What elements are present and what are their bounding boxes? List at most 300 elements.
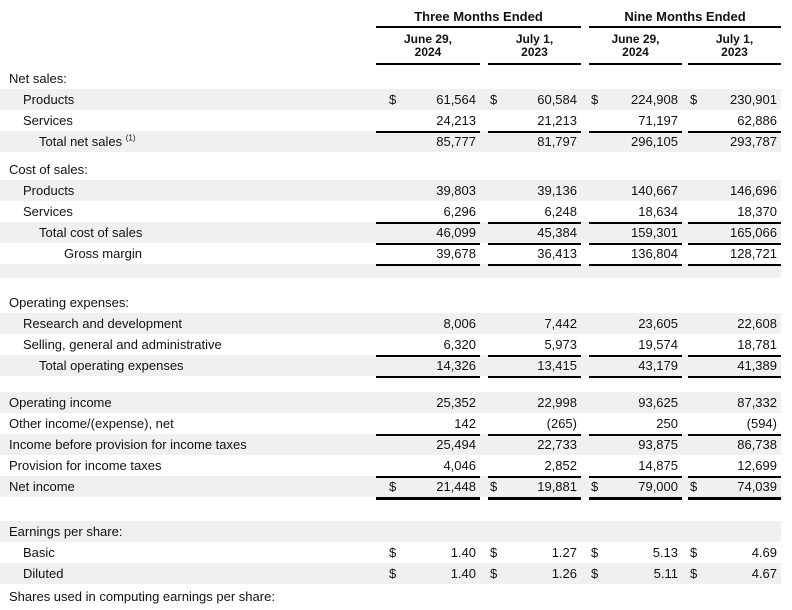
cell-value: 21,213 (537, 113, 577, 128)
column-gap (480, 413, 488, 436)
row-label (0, 68, 376, 89)
cell-value: 224,908 (631, 92, 678, 107)
column-gap (581, 180, 589, 201)
currency-symbol: $ (490, 92, 498, 107)
cell-value: 7,442 (544, 316, 577, 331)
row-label (0, 584, 376, 610)
value-cell (376, 455, 480, 478)
row-label-text: Products (23, 92, 75, 107)
value-cell (376, 563, 480, 584)
cell-value: 140,667 (631, 183, 678, 198)
cell-value: 5.13 (652, 545, 678, 560)
value-cell (376, 222, 480, 245)
cell-value: 39,678 (436, 246, 476, 261)
table-row (0, 584, 781, 604)
table-row (0, 563, 781, 584)
column-gap (581, 392, 589, 413)
cell-value: 61,564 (436, 92, 476, 107)
table-row (0, 89, 781, 110)
value-cell (589, 584, 682, 610)
value-cell (589, 159, 682, 180)
section-row (0, 521, 781, 542)
cell-value: 230,901 (730, 92, 777, 107)
cell-value: 13,415 (537, 358, 577, 373)
column-gap (581, 131, 589, 152)
value-cell (488, 68, 581, 89)
column-gap (480, 222, 488, 245)
value-cell (589, 313, 682, 334)
date-line: July 1, (715, 32, 754, 46)
value-cell (688, 521, 781, 542)
row-label (0, 434, 376, 455)
row-label-text: Selling, general and administrative (23, 337, 222, 352)
column-gap (581, 292, 589, 313)
spacer-row (0, 376, 781, 392)
value-cell (376, 159, 480, 180)
value-cell (589, 392, 682, 413)
cell-value: 23,605 (638, 316, 678, 331)
value-cell (488, 542, 581, 563)
value-cell (488, 201, 581, 224)
column-gap (581, 110, 589, 133)
value-cell (589, 542, 682, 563)
table-row (0, 392, 781, 413)
cell-value: 93,875 (638, 437, 678, 452)
cell-value: 4.67 (751, 566, 777, 581)
row-label-text: Cost of sales: (9, 162, 88, 177)
cell-value: 1.26 (551, 566, 577, 581)
column-gap (581, 584, 589, 610)
cell-value: 19,881 (537, 479, 577, 494)
value-cell (488, 159, 581, 180)
column-gap (581, 8, 589, 28)
value-cell (488, 413, 581, 436)
row-label (0, 455, 376, 478)
column-gap (581, 521, 589, 542)
cell-value: 19,574 (638, 337, 678, 352)
column-gap (480, 68, 488, 89)
row-label (0, 392, 376, 413)
value-cell (488, 313, 581, 334)
cell-value: 45,384 (537, 225, 577, 240)
value-cell (376, 434, 480, 455)
value-cell (688, 201, 781, 224)
cell-value: 1.27 (551, 545, 577, 560)
cell-value: 293,787 (730, 134, 777, 149)
table-row (0, 476, 781, 497)
value-cell (376, 180, 480, 201)
cell-value: 60,584 (537, 92, 577, 107)
currency-symbol: $ (490, 545, 498, 560)
value-cell (488, 355, 581, 378)
value-cell (488, 292, 581, 313)
value-cell (376, 521, 480, 542)
value-cell (688, 413, 781, 436)
cell-value: 81,797 (537, 134, 577, 149)
cell-value: 142 (454, 416, 476, 431)
value-cell (488, 131, 581, 152)
table-row (0, 313, 781, 334)
col-group-nine-months-ended: Nine Months Ended (589, 8, 781, 28)
column-gap (480, 521, 488, 542)
value-cell (376, 355, 480, 378)
row-label-text: Total net sales (39, 134, 123, 149)
column-gap (581, 313, 589, 334)
value-cell (376, 542, 480, 563)
cell-value: 8,006 (443, 316, 476, 331)
value-cell (376, 110, 480, 133)
date-line: July 1, (515, 32, 554, 46)
column-gap (581, 222, 589, 245)
cell-value: 43,179 (638, 358, 678, 373)
table-row (0, 180, 781, 201)
row-label (0, 334, 376, 357)
cell-value: 1.40 (450, 566, 476, 581)
column-gap (581, 434, 589, 455)
row-label-text: Total cost of sales (39, 225, 143, 240)
row-label (0, 201, 376, 224)
currency-symbol: $ (690, 545, 698, 560)
row-label-text: Services (23, 204, 73, 219)
value-cell (589, 434, 682, 455)
currency-symbol: $ (490, 566, 498, 581)
value-cell (688, 455, 781, 478)
row-label (0, 542, 376, 563)
column-gap (480, 243, 488, 266)
value-cell (688, 584, 781, 610)
cell-value: 22,998 (537, 395, 577, 410)
value-cell (488, 110, 581, 133)
currency-symbol: $ (389, 92, 397, 107)
value-cell (376, 89, 480, 110)
table-row (0, 334, 781, 355)
value-cell (688, 110, 781, 133)
column-gap (581, 68, 589, 89)
table-row (0, 542, 781, 563)
value-cell (589, 476, 682, 500)
value-cell (688, 355, 781, 378)
column-gap (581, 563, 589, 584)
column-gap (480, 334, 488, 357)
cell-value: 39,136 (537, 183, 577, 198)
value-cell (688, 292, 781, 313)
value-cell (589, 201, 682, 224)
spacer-row (0, 278, 781, 292)
column-gap (480, 110, 488, 133)
row-label (0, 313, 376, 334)
cell-value: 18,370 (737, 204, 777, 219)
cell-value: 165,066 (730, 225, 777, 240)
currency-symbol: $ (690, 92, 698, 107)
table-row (0, 201, 781, 222)
value-cell (488, 521, 581, 542)
column-gap (480, 131, 488, 152)
column-gap (581, 31, 589, 65)
section-row (0, 68, 781, 89)
column-gap (480, 542, 488, 563)
cell-value: 1.40 (450, 545, 476, 560)
value-cell (376, 476, 480, 500)
column-group-header-row (0, 8, 781, 28)
table-row (0, 131, 781, 152)
row-label (0, 89, 376, 110)
table-row (0, 110, 781, 131)
value-cell (589, 180, 682, 201)
value-cell (589, 110, 682, 133)
value-cell (688, 434, 781, 455)
column-gap (581, 201, 589, 224)
cell-value: 136,804 (631, 246, 678, 261)
value-cell (589, 68, 682, 89)
value-cell (688, 89, 781, 110)
cell-value: (594) (746, 416, 777, 431)
value-cell (488, 89, 581, 110)
row-label-text: Income before provision for income taxes (9, 437, 247, 452)
value-cell (376, 68, 480, 89)
value-cell (688, 334, 781, 357)
value-cell (688, 131, 781, 152)
section-row (0, 292, 781, 313)
column-gap (581, 542, 589, 563)
column-gap (480, 584, 488, 610)
cell-value: 25,352 (436, 395, 476, 410)
currency-symbol: $ (389, 566, 397, 581)
row-label-text: Provision for income taxes (9, 458, 162, 473)
column-gap (480, 434, 488, 455)
row-label-text: Total operating expenses (39, 358, 184, 373)
cell-value: 36,413 (537, 246, 577, 261)
date-line: 2024 (414, 45, 442, 59)
value-cell (376, 201, 480, 224)
value-cell (589, 355, 682, 378)
cell-value: 6,320 (443, 337, 476, 352)
cell-value: 14,875 (638, 458, 678, 473)
column-gap (581, 89, 589, 110)
column-gap (581, 159, 589, 180)
cell-value: 159,301 (631, 225, 678, 240)
value-cell (688, 392, 781, 413)
row-label-text: Research and development (23, 316, 182, 331)
value-cell (376, 392, 480, 413)
value-cell (688, 313, 781, 334)
currency-symbol: $ (591, 479, 599, 494)
column-gap (480, 476, 488, 500)
row-label-text: Shares used in computing earnings per share: (9, 589, 275, 604)
cell-value: 39,803 (436, 183, 476, 198)
cell-value: 93,625 (638, 395, 678, 410)
value-cell (688, 476, 781, 500)
date-line: June 29, (403, 32, 453, 46)
value-cell (589, 243, 682, 266)
cell-value: 24,213 (436, 113, 476, 128)
column-gap (480, 201, 488, 224)
row-label (0, 355, 376, 378)
row-label (0, 413, 376, 436)
column-gap (581, 455, 589, 478)
value-cell (589, 334, 682, 357)
cell-value: 128,721 (730, 246, 777, 261)
column-gap (480, 392, 488, 413)
row-label (0, 110, 376, 133)
value-cell (488, 180, 581, 201)
value-cell (488, 476, 581, 500)
value-cell (376, 413, 480, 436)
spacer-row (0, 497, 781, 521)
column-gap (480, 292, 488, 313)
cell-value: 62,886 (737, 113, 777, 128)
row-label (0, 476, 376, 500)
value-cell (488, 243, 581, 266)
column-gap (480, 563, 488, 584)
row-label (0, 159, 376, 180)
date-line: 2023 (721, 45, 748, 59)
row-label-text: Earnings per share: (9, 524, 123, 539)
cell-value: 86,738 (737, 437, 777, 452)
date-line: June 29, (611, 32, 660, 46)
value-cell (688, 542, 781, 563)
row-label-text: Net income (9, 479, 75, 494)
currency-symbol: $ (389, 479, 397, 494)
row-label-text: Other income/(expense), net (9, 416, 174, 431)
row-label (0, 243, 376, 266)
cell-value: 74,039 (737, 479, 777, 494)
table-row (0, 434, 781, 455)
cell-value: 4,046 (443, 458, 476, 473)
value-cell (376, 292, 480, 313)
column-gap (480, 180, 488, 201)
value-cell (488, 222, 581, 245)
value-cell (488, 392, 581, 413)
cell-value: 22,608 (737, 316, 777, 331)
column-gap (480, 159, 488, 180)
cell-value: 41,389 (737, 358, 777, 373)
cell-value: 18,781 (737, 337, 777, 352)
value-cell (376, 584, 480, 610)
column-gap (480, 31, 488, 65)
currency-symbol: $ (591, 566, 599, 581)
value-cell (688, 159, 781, 180)
cell-value: 5.11 (653, 566, 678, 581)
row-label-text: Services (23, 113, 73, 128)
value-cell (589, 413, 682, 436)
cell-value: 18,634 (638, 204, 678, 219)
currency-symbol: $ (690, 479, 698, 494)
table-body (0, 68, 792, 604)
value-cell (688, 243, 781, 266)
col-header-july-1-2023-ytd (688, 31, 781, 65)
cell-value: 79,000 (638, 479, 678, 494)
row-label-text: Products (23, 183, 75, 198)
column-gap (581, 243, 589, 266)
value-cell (488, 434, 581, 455)
value-cell (589, 563, 682, 584)
row-label-text: Diluted (23, 566, 64, 581)
currency-symbol: $ (389, 545, 397, 560)
cell-value: 85,777 (436, 134, 476, 149)
column-gap (480, 355, 488, 378)
column-gap (581, 334, 589, 357)
value-cell (589, 455, 682, 478)
cell-value: 4.69 (751, 545, 777, 560)
currency-symbol: $ (591, 92, 599, 107)
value-cell (376, 313, 480, 334)
col-header-june-29-2024-q (376, 31, 480, 65)
row-label-text: Net sales: (9, 71, 67, 86)
row-label (0, 131, 376, 152)
row-label (0, 563, 376, 584)
cell-value: (265) (546, 416, 577, 431)
value-cell (589, 131, 682, 152)
col-header-july-1-2023-q (488, 31, 581, 65)
column-gap (480, 89, 488, 110)
cell-value: 296,105 (631, 134, 678, 149)
date-line: 2024 (622, 45, 649, 59)
currency-symbol: $ (591, 545, 599, 560)
cell-value: 6,248 (544, 204, 577, 219)
value-cell (688, 68, 781, 89)
table-row (0, 413, 781, 434)
section-row (0, 159, 781, 180)
cell-value: 146,696 (730, 183, 777, 198)
value-cell (488, 584, 581, 610)
cell-value: 5,973 (544, 337, 577, 352)
row-label-text: Operating income (9, 395, 112, 410)
currency-symbol: $ (490, 479, 498, 494)
cell-value: 250 (656, 416, 678, 431)
value-cell (589, 521, 682, 542)
column-gap (480, 313, 488, 334)
value-cell (488, 334, 581, 357)
row-label-text: Operating expenses: (9, 295, 129, 310)
cell-value: 87,332 (737, 395, 777, 410)
cell-value: 6,296 (443, 204, 476, 219)
row-label (0, 292, 376, 313)
label-column-spacer (0, 8, 376, 28)
value-cell (376, 334, 480, 357)
value-cell (376, 243, 480, 266)
cell-value: 21,448 (436, 479, 476, 494)
value-cell (488, 563, 581, 584)
cell-value: 25,494 (436, 437, 476, 452)
value-cell (589, 292, 682, 313)
value-cell (688, 222, 781, 245)
table-row (0, 243, 781, 264)
table-row (0, 222, 781, 243)
col-group-three-months-ended: Three Months Ended (376, 8, 581, 28)
cell-value: 12,699 (737, 458, 777, 473)
cell-value: 46,099 (436, 225, 476, 240)
column-gap (480, 455, 488, 478)
value-cell (376, 131, 480, 152)
row-label-text: Gross margin (64, 246, 143, 261)
value-cell (688, 180, 781, 201)
column-gap (581, 476, 589, 500)
table-row (0, 455, 781, 476)
row-label-text: Basic (23, 545, 55, 560)
cell-value: 2,852 (544, 458, 577, 473)
value-cell (589, 222, 682, 245)
row-label (0, 222, 376, 245)
currency-symbol: $ (690, 566, 698, 581)
income-statement-table (0, 8, 792, 604)
value-cell (589, 89, 682, 110)
label-column-spacer (0, 31, 376, 65)
column-gap (581, 355, 589, 378)
cell-value: 22,733 (537, 437, 577, 452)
col-header-june-29-2024-ytd (589, 31, 682, 65)
cell-value: 14,326 (436, 358, 476, 373)
cell-value: 71,197 (638, 113, 678, 128)
